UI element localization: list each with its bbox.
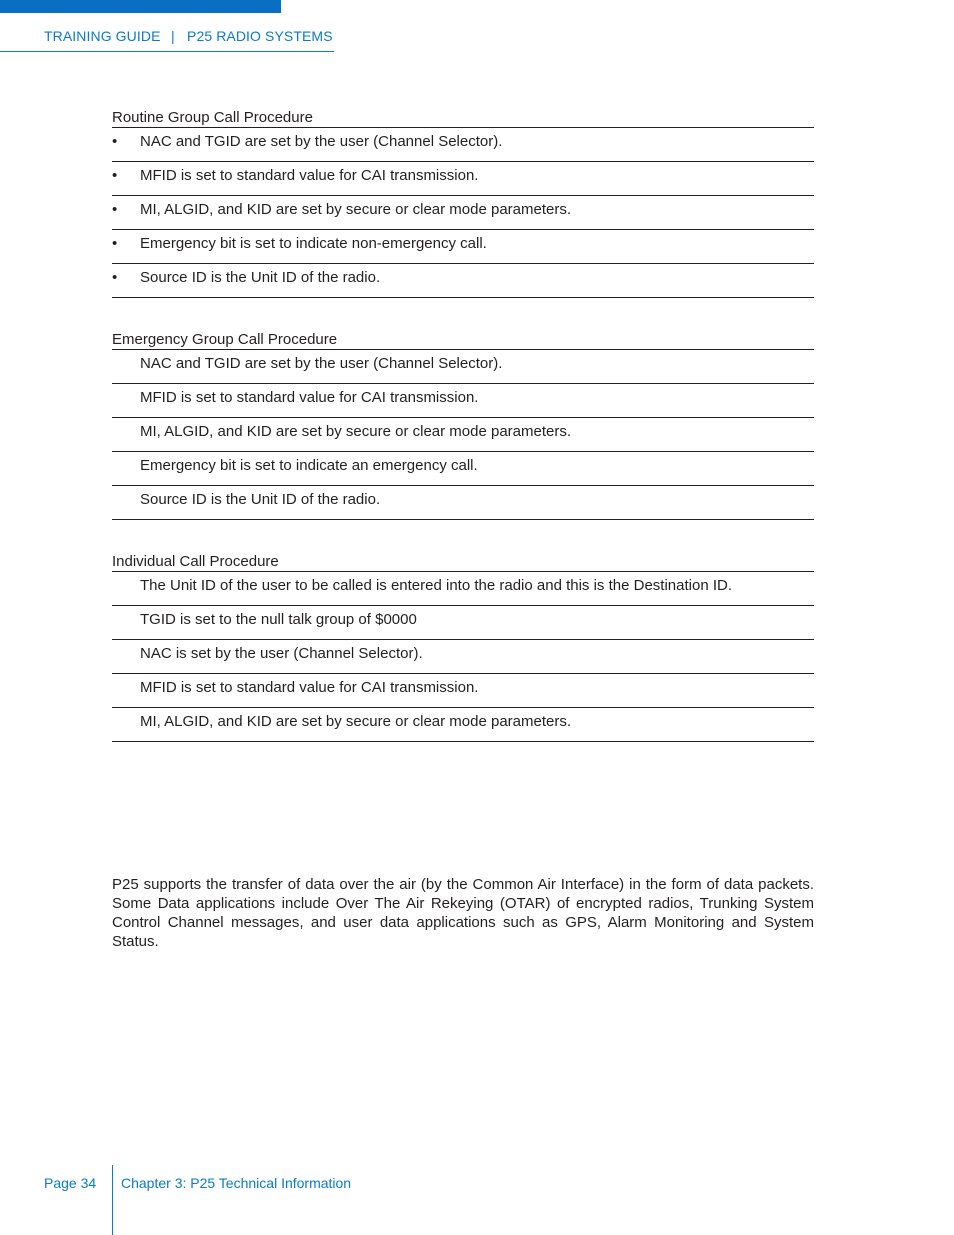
section-title: Individual Call Procedure <box>112 552 814 572</box>
list-item-text: Emergency bit is set to indicate non-emergency call. <box>140 235 487 252</box>
list-item-text: TGID is set to the null talk group of $0000 <box>140 611 417 628</box>
data-packets-paragraph: P25 supports the transfer of data over the air (by the Common Air Interface) in the form of data packets. Some Data applications include Over The Air Rekeying (OTAR) of encrypted radios, Trunking System Control Channel messages, and user data applications such as GPS, Alarm Monitoring and System Status. <box>112 876 814 950</box>
list-item-text: MFID is set to standard value for CAI transmission. <box>140 167 479 184</box>
list-item-text: NAC is set by the user (Channel Selector). <box>140 645 423 662</box>
page-number: Page 34 <box>44 1175 97 1191</box>
bullet: • <box>112 133 118 150</box>
list-item <box>112 418 814 452</box>
list-item-text: NAC and TGID are set by the user (Channel Selector). <box>140 133 503 150</box>
list-item <box>112 264 814 298</box>
bullet: • <box>112 235 118 252</box>
list-item <box>112 384 814 418</box>
header-accent-bar <box>0 0 281 13</box>
section-emergency-group-call <box>112 330 814 520</box>
list-item <box>112 196 814 230</box>
list-item <box>112 162 814 196</box>
chapter-title: Chapter 3: P25 Technical Information <box>121 1175 352 1191</box>
list-item-text: MI, ALGID, and KID are set by secure or clear mode parameters. <box>140 423 572 440</box>
list-item <box>112 674 814 708</box>
section-title: Emergency Group Call Procedure <box>112 330 814 350</box>
section-title: Routine Group Call Procedure <box>112 108 814 128</box>
list-item-text: The Unit ID of the user to be called is entered into the radio and this is the Destination ID. <box>140 577 732 594</box>
running-header <box>0 28 334 52</box>
list-item <box>112 640 814 674</box>
bullet: • <box>112 167 118 184</box>
list-item-text: NAC and TGID are set by the user (Channel Selector). <box>140 355 503 372</box>
list-item <box>112 606 814 640</box>
list-item <box>112 350 814 384</box>
header-separator: | <box>171 28 175 44</box>
header-guide-title: TRAINING GUIDE <box>44 28 161 44</box>
section-individual-call <box>112 552 814 742</box>
list-item-text: Emergency bit is set to indicate an emergency call. <box>140 457 478 474</box>
bullet: • <box>112 201 118 218</box>
footer-divider <box>112 1165 113 1235</box>
list-item <box>112 572 814 606</box>
list-item <box>112 128 814 162</box>
list-item-text: Source ID is the Unit ID of the radio. <box>140 269 381 286</box>
list-item-text: Source ID is the Unit ID of the radio. <box>140 491 381 508</box>
section-routine-group-call <box>112 108 814 298</box>
list-item-text: MI, ALGID, and KID are set by secure or clear mode parameters. <box>140 201 572 218</box>
list-item <box>112 230 814 264</box>
list-item-text: MFID is set to standard value for CAI transmission. <box>140 389 479 406</box>
list-item <box>112 486 814 520</box>
list-item <box>112 708 814 742</box>
bullet: • <box>112 269 118 286</box>
list-item-text: MI, ALGID, and KID are set by secure or clear mode parameters. <box>140 713 572 730</box>
header-system-title: P25 RADIO SYSTEMS <box>187 28 333 44</box>
list-item <box>112 452 814 486</box>
list-item-text: MFID is set to standard value for CAI transmission. <box>140 679 479 696</box>
